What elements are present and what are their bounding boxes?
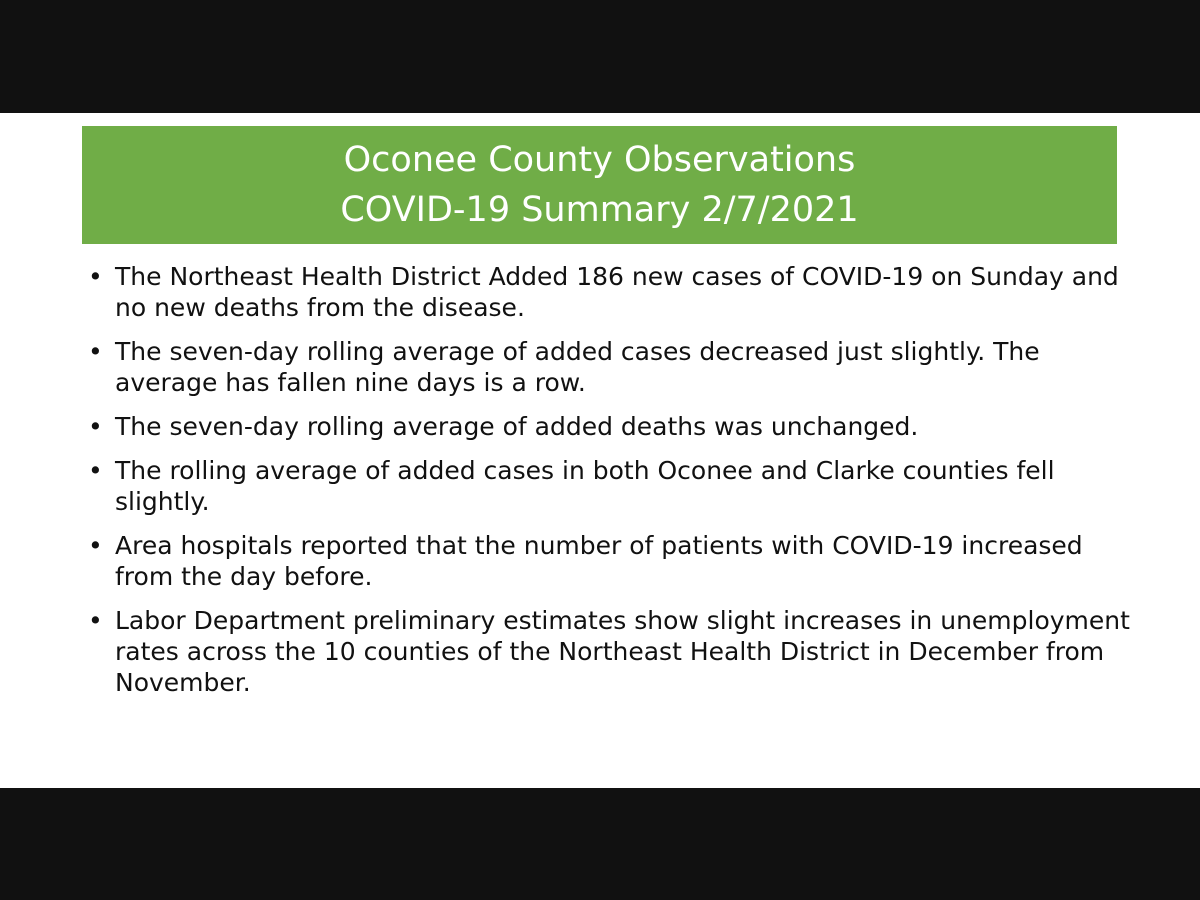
slide-title-line-1: Oconee County Observations (343, 140, 856, 180)
bullet-list (88, 261, 1148, 711)
bullet-dot-icon: • (88, 606, 103, 635)
bullet-text: The seven-day rolling average of added cases decreased just slightly. The average has fallen nine days is a row. (115, 337, 1040, 397)
bullet-item (88, 261, 1148, 323)
bullet-dot-icon: • (88, 262, 103, 291)
bullet-dot-icon: • (88, 337, 103, 366)
slide-title-band (82, 126, 1117, 244)
bullet-text: Labor Department preliminary estimates show slight increases in unemployment rates across the 10 counties of the Northeast Health District in December from November. (115, 606, 1130, 697)
bullet-item (88, 455, 1148, 517)
bullet-item (88, 530, 1148, 592)
bullet-dot-icon: • (88, 412, 103, 441)
bullet-text: The seven-day rolling average of added deaths was unchanged. (115, 412, 919, 441)
bullet-item (88, 605, 1148, 698)
bullet-dot-icon: • (88, 531, 103, 560)
slide-title-line-2: COVID-19 Summary 2/7/2021 (340, 190, 859, 230)
bullet-text: The rolling average of added cases in both Oconee and Clarke counties fell slightly. (115, 456, 1055, 516)
bullet-text: Area hospitals reported that the number of patients with COVID-19 increased from the day before. (115, 531, 1083, 591)
presentation-slide (0, 113, 1200, 788)
bullet-item (88, 336, 1148, 398)
bullet-text: The Northeast Health District Added 186 new cases of COVID-19 on Sunday and no new deaths from the disease. (115, 262, 1119, 322)
bullet-dot-icon: • (88, 456, 103, 485)
bullet-item (88, 411, 1148, 442)
